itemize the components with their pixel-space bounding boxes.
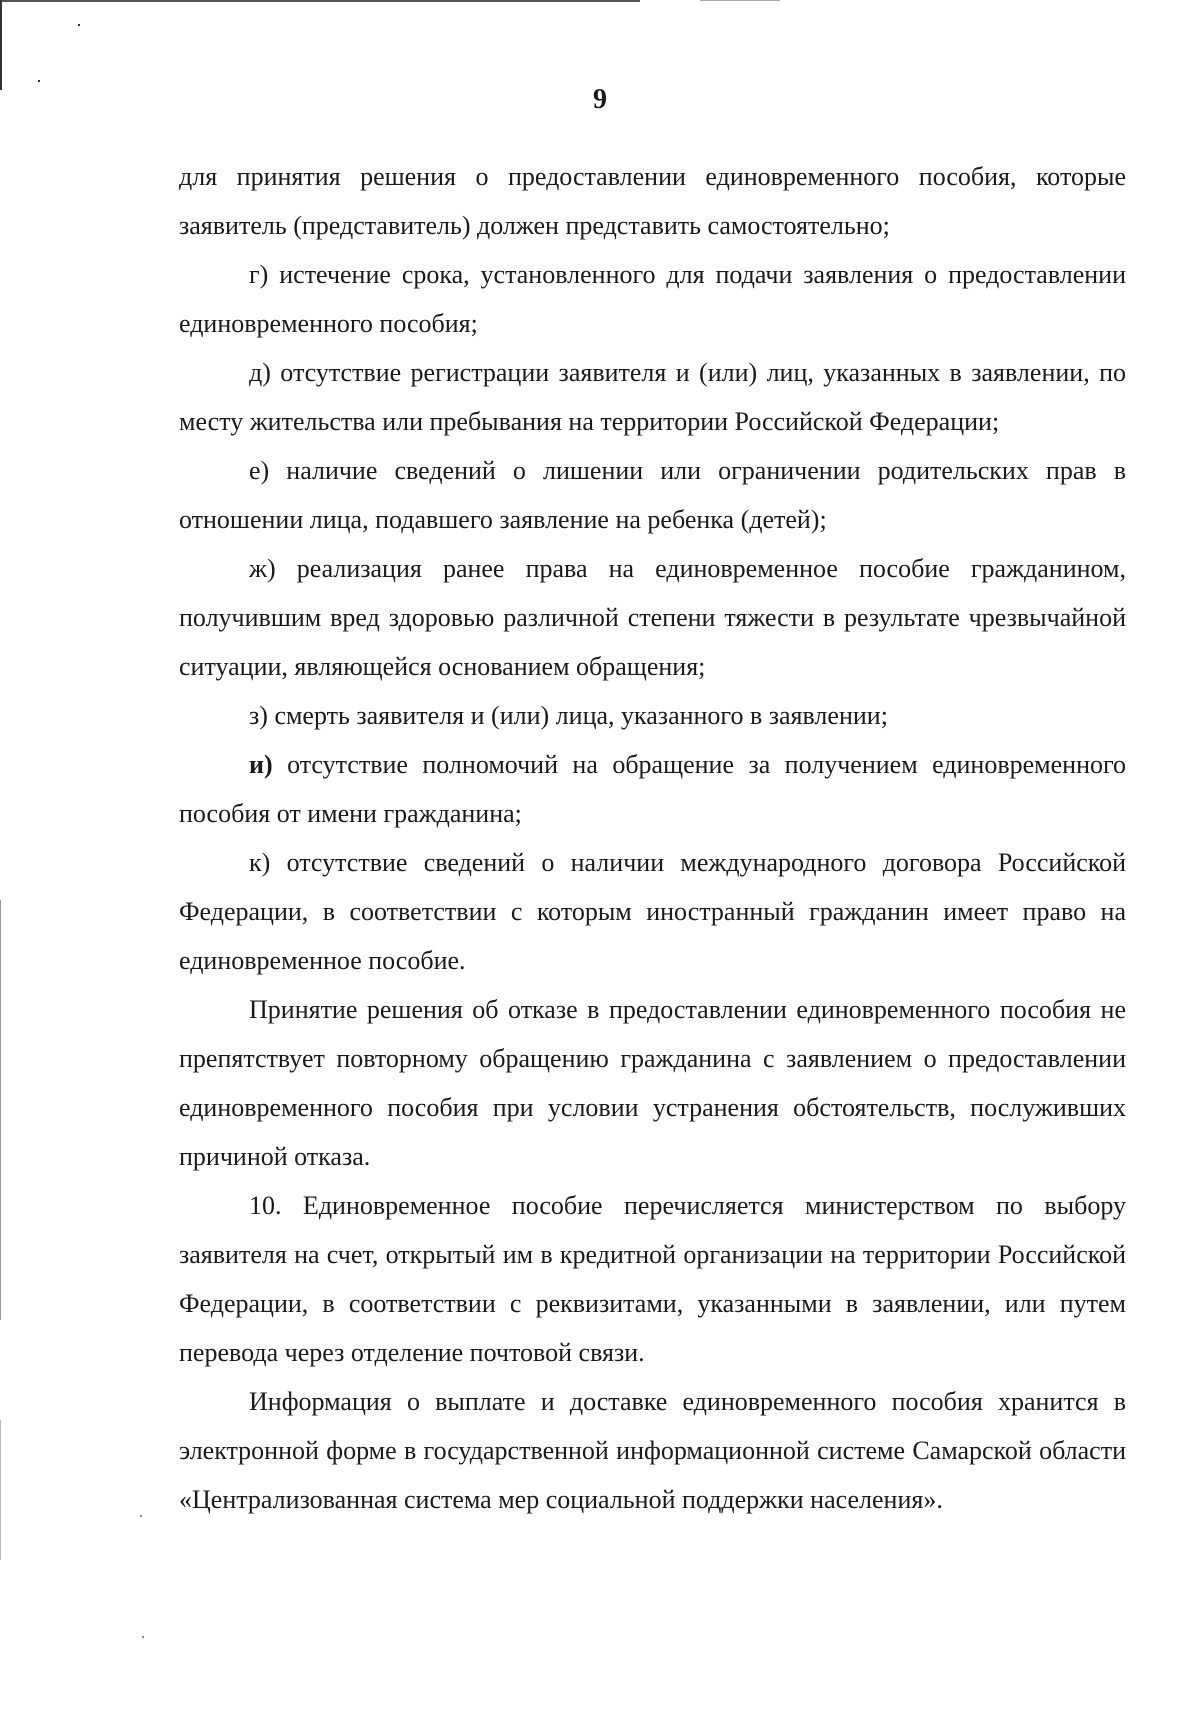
paragraph-text: смерть заявителя и (или) лица, указанного в заявлении;	[274, 701, 888, 730]
scan-speck	[78, 24, 80, 26]
paragraph-text: наличие сведений о лишении или ограничении родительских прав в отношении лица, подавшего заявление на ребенка (детей);	[179, 456, 1126, 534]
paragraph-text: Информация о выплате и доставке единовременного пособия хранится в электронной форме в государственной информационной системе Самарской области «Централизованная система мер социальной поддержки населения».	[179, 1387, 1126, 1514]
list-item-e	[179, 446, 1126, 544]
page-number: 9	[593, 84, 607, 115]
document-body	[179, 152, 1126, 1524]
list-item-d	[179, 348, 1126, 446]
list-marker: ж)	[249, 554, 276, 583]
paragraph-continuation	[179, 152, 1126, 250]
scan-edge-line	[0, 900, 1, 1320]
paragraph-text: отсутствие регистрации заявителя и (или) лиц, указанных в заявлении, по месту жительства или пребывания на территории Российской Федерации;	[179, 358, 1127, 436]
scan-edge-line	[700, 0, 780, 1]
list-marker: е)	[249, 456, 270, 485]
paragraph-clause-10	[179, 1181, 1126, 1377]
paragraph-refusal	[179, 985, 1126, 1181]
paragraph-text: для принятия решения о предоставлении единовременного пособия, которые заявитель (представитель) должен представить самостоятельно;	[179, 162, 1126, 240]
paragraph-information	[179, 1377, 1126, 1524]
scan-edge-line	[0, 0, 640, 2]
scan-speck	[140, 1515, 142, 1517]
list-marker: з)	[249, 701, 268, 730]
paragraph-text: 10. Единовременное пособие перечисляется министерством по выбору заявителя на счет, открытый им в кредитной организации на территории Российской Федерации, в соответствии с реквизитами, указанными в заявлении, или путем перевода через отделение почтовой связи.	[179, 1191, 1126, 1367]
list-marker: д)	[249, 358, 271, 387]
paragraph-text: отсутствие сведений о наличии международного договора Российской Федерации, в соответствии с которым иностранный гражданин имеет право на единовременное пособие.	[179, 848, 1127, 975]
list-marker: и)	[249, 750, 273, 779]
paragraph-text: отсутствие полномочий на обращение за получением единовременного пособия от имени гражданина;	[179, 750, 1126, 828]
scan-edge-line	[0, 0, 2, 90]
list-item-i	[179, 740, 1126, 838]
scan-speck	[38, 80, 40, 82]
paragraph-text: Принятие решения об отказе в предоставлении единовременного пособия не препятствует повторному обращению гражданина с заявлением о предоставлении единовременного пособия при условии устранения обстоятельств, послуживших причиной отказа.	[179, 995, 1126, 1171]
list-marker: г)	[249, 260, 269, 289]
list-item-z	[179, 691, 1126, 740]
list-marker: к)	[249, 848, 271, 877]
list-item-k	[179, 838, 1126, 985]
paragraph-text: истечение срока, установленного для подачи заявления о предоставлении единовременного пособия;	[179, 260, 1127, 338]
list-item-zh	[179, 544, 1126, 691]
scan-edge-line	[0, 1420, 1, 1560]
scan-speck	[142, 1636, 144, 1638]
paragraph-text: реализация ранее права на единовременное пособие гражданином, получившим вред здоровью различной степени тяжести в результате чрезвычайной ситуации, являющейся основанием обращения;	[179, 554, 1127, 681]
list-item-g	[179, 250, 1126, 348]
